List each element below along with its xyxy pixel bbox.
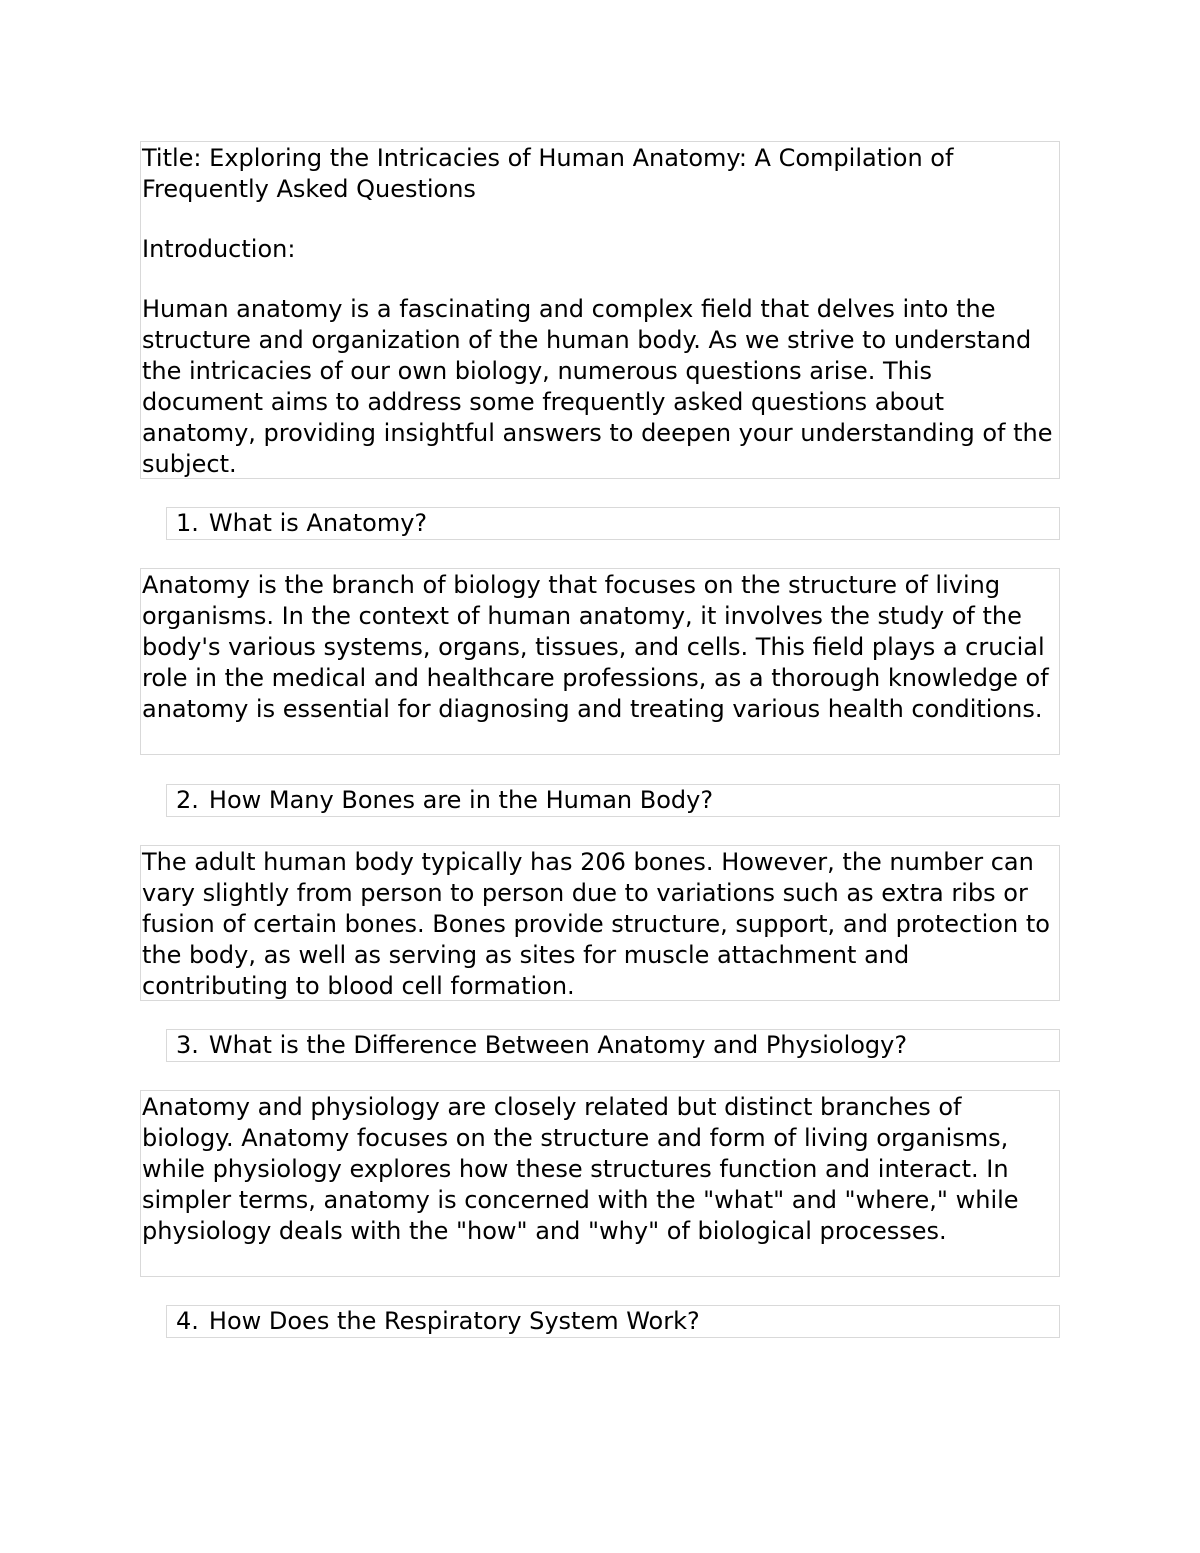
intro-paragraph: Human anatomy is a fascinating and complex field that delves into the structure and organization of the human body. As we strive to understand the intricacies of our own biology, numerous questions arise. This document aims to address some frequently asked questions about anatomy, providing insightful answers to deepen your understanding of the subject. bbox=[142, 295, 1053, 478]
question-text: What is the Difference Between Anatomy and Physiology? bbox=[208, 1031, 908, 1059]
spacer bbox=[142, 265, 1059, 294]
answer-text: Anatomy is the branch of biology that focuses on the structure of living organisms. In the context of human anatomy, it involves the study of the body's various systems, organs, tissues, and cells. This field plays a crucial role in the medical and healthcare professions, as a thorough knowledge of anatomy is essential for diagnosing and treating various health conditions. bbox=[142, 571, 1049, 723]
question-heading-4 bbox=[166, 1305, 1060, 1338]
answer-text: The adult human body typically has 206 bones. However, the number can vary slightly from person to person due to variations such as extra ribs or fusion of certain bones. Bones provide structure, support, and protection to the body, as well as serving as sites for muscle attachment and contributing to blood cell formation. bbox=[142, 848, 1050, 1000]
spacer bbox=[142, 205, 1059, 234]
intro-section bbox=[140, 141, 1060, 479]
answer-paragraph-3 bbox=[140, 1090, 1060, 1277]
question-number: 3. bbox=[176, 1031, 199, 1059]
question-heading-2 bbox=[166, 784, 1060, 817]
question-number: 1. bbox=[176, 509, 199, 537]
question-heading-1 bbox=[166, 507, 1060, 540]
question-text: How Many Bones are in the Human Body? bbox=[208, 786, 714, 814]
question-text: What is Anatomy? bbox=[208, 509, 428, 537]
document-title-line-2: Frequently Asked Questions bbox=[142, 175, 476, 203]
answer-paragraph-2 bbox=[140, 845, 1060, 1001]
document-title-line-1: Title: Exploring the Intricacies of Human Anatomy: A Compilation of bbox=[142, 144, 954, 172]
answer-paragraph-1 bbox=[140, 568, 1060, 755]
intro-heading: Introduction: bbox=[142, 235, 296, 263]
question-number: 4. bbox=[176, 1307, 199, 1335]
answer-text: Anatomy and physiology are closely related but distinct branches of biology. Anatomy focuses on the structure and form of living organisms, while physiology explores how these structures function and interact. In simpler terms, anatomy is concerned with the "what" and "where," while physiology deals with the "how" and "why" of biological processes. bbox=[142, 1093, 1019, 1245]
question-heading-3 bbox=[166, 1029, 1060, 1062]
question-text: How Does the Respiratory System Work? bbox=[208, 1307, 700, 1335]
question-number: 2. bbox=[176, 786, 199, 814]
